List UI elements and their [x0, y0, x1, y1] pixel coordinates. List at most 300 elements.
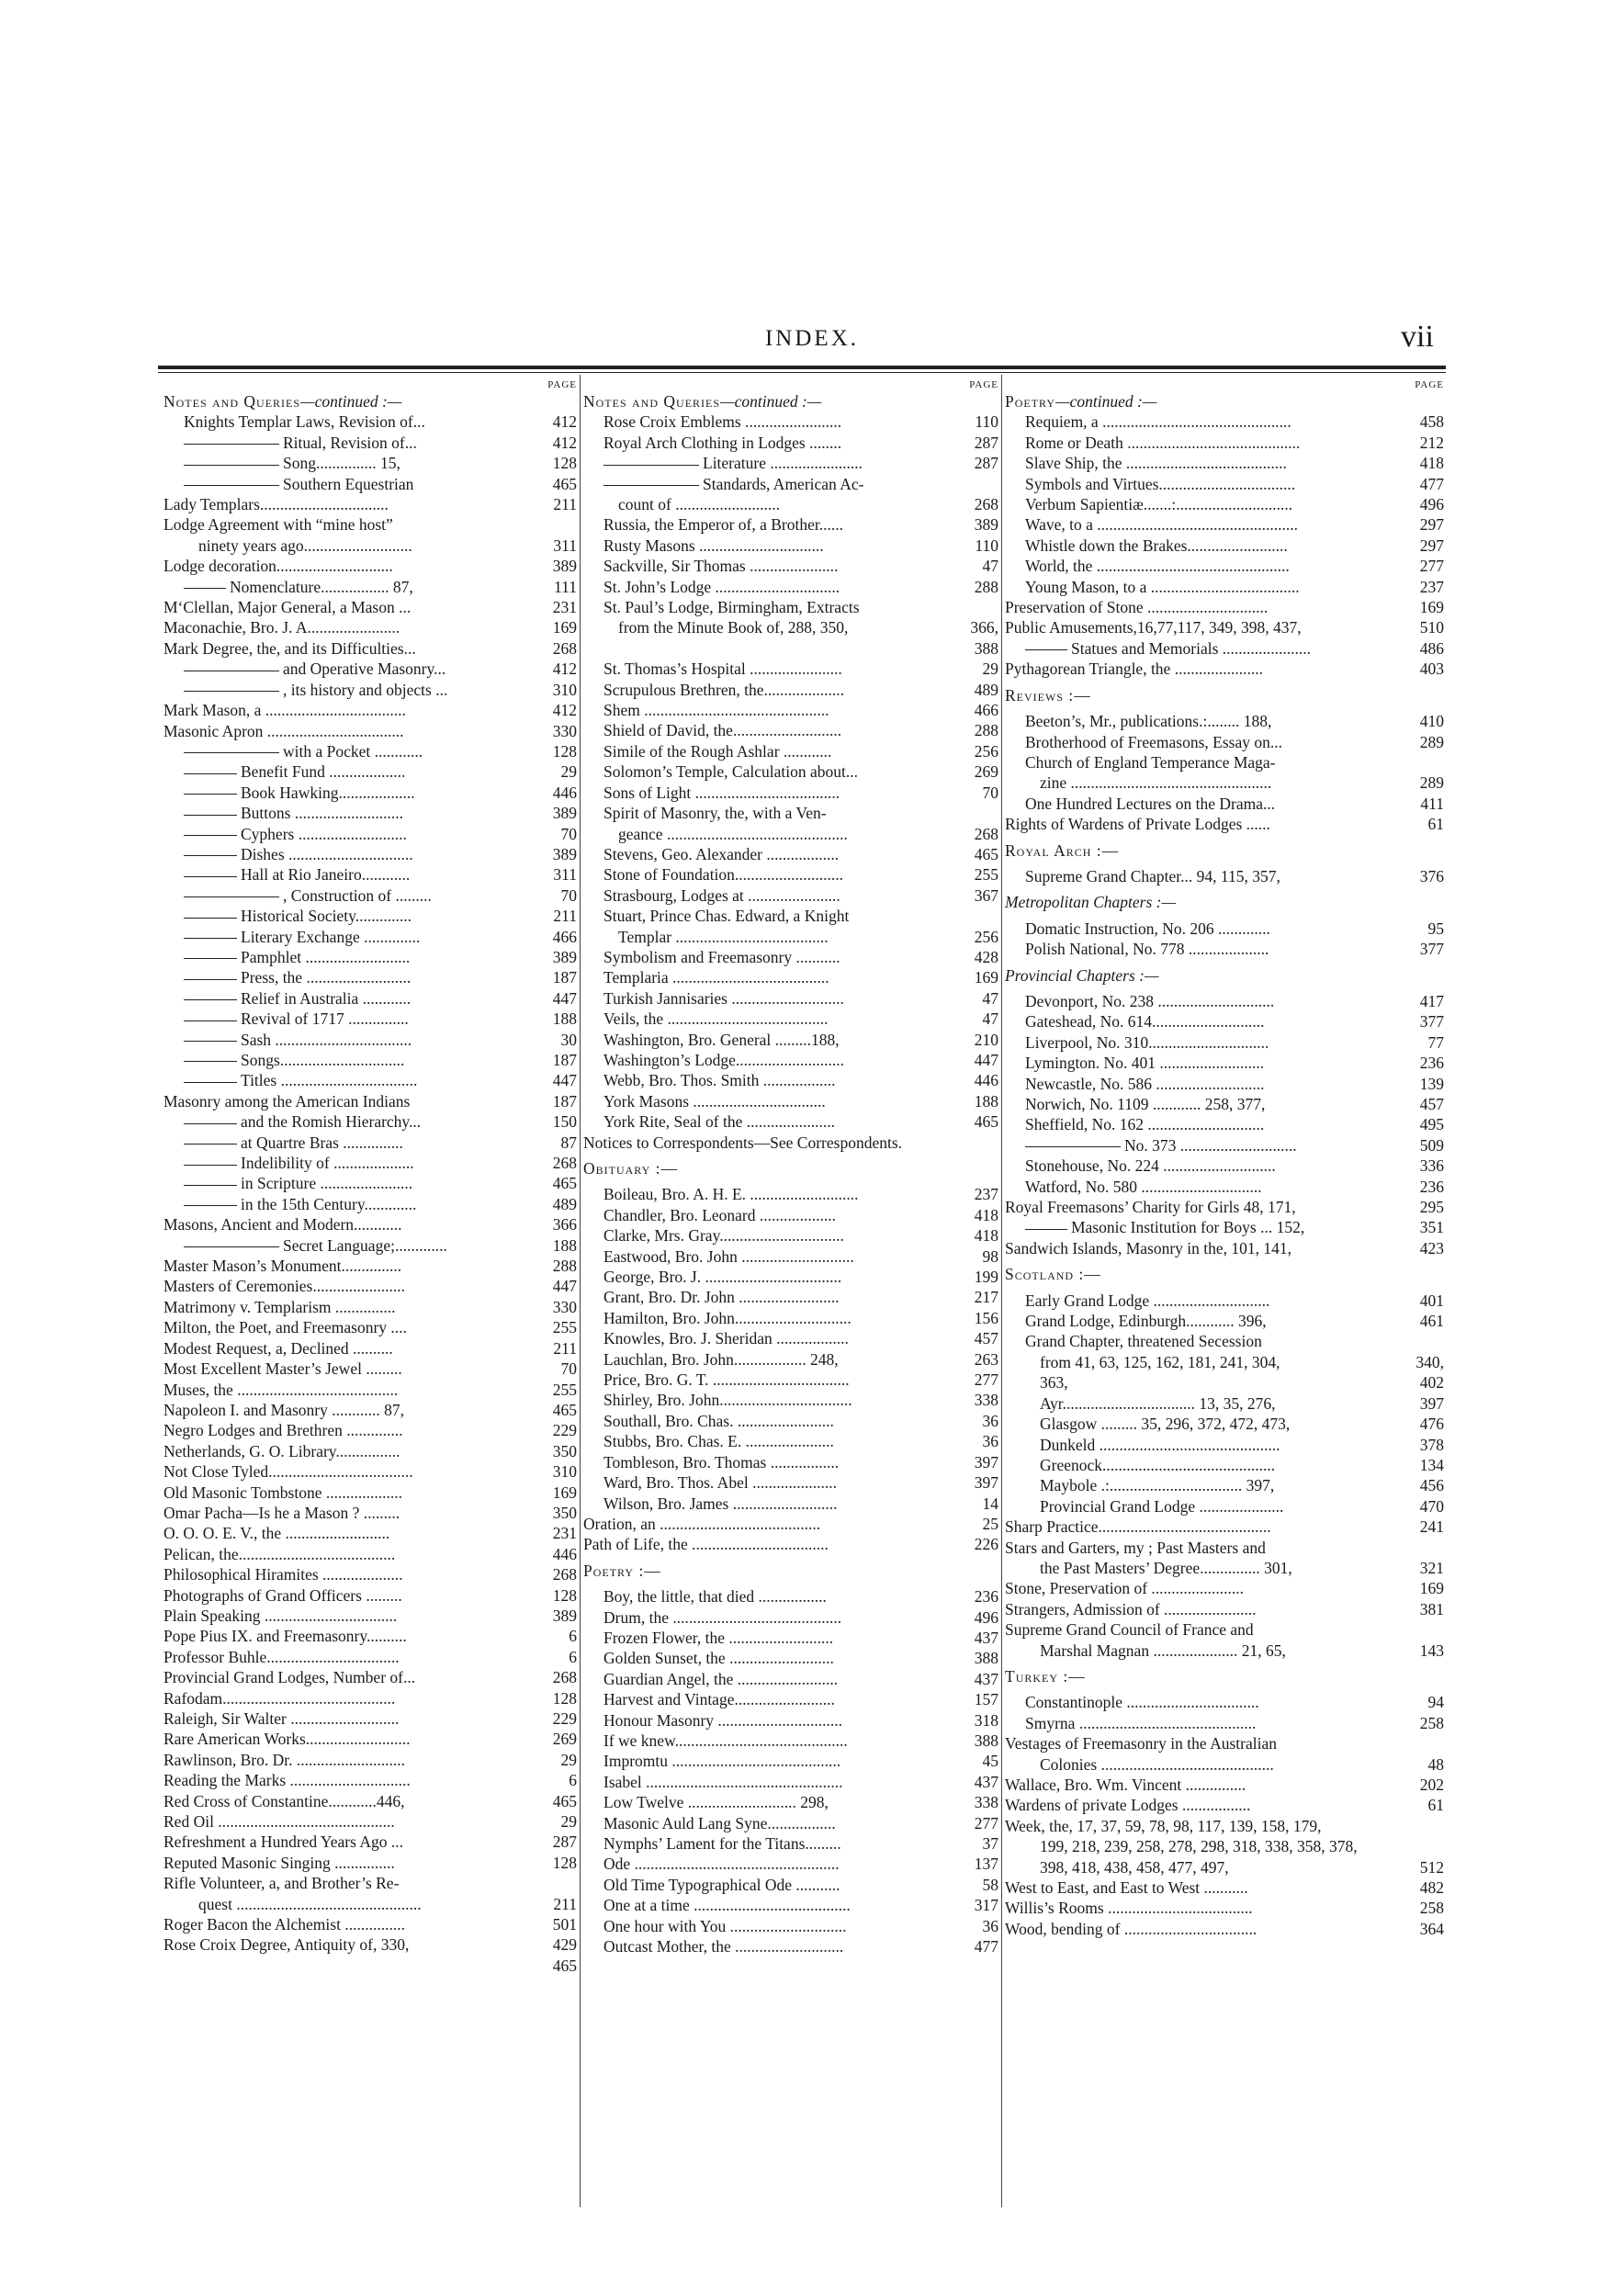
entry-label — [583, 761, 998, 782]
entry-page: 77 — [1426, 1032, 1445, 1053]
entry-page: 47 — [980, 556, 999, 576]
index-entry — [1005, 1011, 1444, 1032]
subsection-heading-text: Metropolitan Chapters :— — [1005, 893, 1177, 912]
entry-label — [1005, 1053, 1444, 1073]
entry-page: 397 — [972, 1472, 998, 1493]
index-entry — [1005, 474, 1444, 494]
entry-text: Veils, the ........................................ — [603, 1009, 829, 1029]
entry-label — [164, 597, 577, 617]
entry-text: Solomon’s Temple, Calculation about... — [603, 762, 858, 782]
entry-label — [583, 803, 998, 823]
index-entry — [583, 1586, 998, 1607]
index-entry — [1005, 1692, 1444, 1712]
entry-text: Milton, the Poet, and Freemasonry .... — [164, 1318, 407, 1337]
entry-label — [1005, 1435, 1444, 1455]
entry-text: Rare American Works.......................... — [164, 1730, 411, 1749]
entry-page: 255 — [972, 864, 998, 885]
index-entry — [164, 1441, 577, 1461]
index-entry — [1005, 1455, 1444, 1475]
entry-label — [583, 556, 998, 576]
index-entry — [164, 597, 577, 617]
entry-label — [164, 1133, 577, 1153]
entry-text: Outcast Mother, the ........................... — [603, 1937, 844, 1956]
index-entry — [583, 1494, 998, 1514]
entry-label — [164, 1338, 577, 1359]
entry-label — [583, 885, 998, 906]
entry-page: 202 — [1417, 1775, 1444, 1795]
entry-text: Rawlinson, Bro. Dr. ........................... — [164, 1750, 405, 1769]
entry-label — [583, 1514, 998, 1534]
entry-page: 211 — [550, 906, 577, 926]
entry-text: Sharp Practice........................................... — [1005, 1517, 1271, 1537]
entry-page: 495 — [1417, 1114, 1444, 1134]
entry-page: 61 — [1426, 814, 1445, 834]
index-entry — [164, 680, 577, 700]
index-entry — [583, 1246, 998, 1267]
index-entry — [164, 1009, 577, 1029]
entry-page: 397 — [972, 1452, 998, 1472]
entry-label — [583, 1813, 998, 1833]
entry-page: 465 — [550, 1791, 577, 1811]
entry-page: 6 — [566, 1770, 577, 1790]
index-column-1 — [164, 379, 577, 1976]
entry-text: Statues and Memorials ...................... — [1071, 638, 1312, 658]
entry-label — [583, 1895, 998, 1915]
entry-label — [583, 1009, 998, 1029]
index-entry — [1005, 1898, 1444, 1918]
index-entry — [583, 1472, 998, 1493]
entry-text: Dunkeld ............................................. — [1040, 1435, 1280, 1454]
index-entry — [1005, 1352, 1444, 1372]
entry-page: 211 — [550, 494, 577, 514]
entry-label — [164, 1914, 577, 1934]
entry-text: Old Masonic Tombstone ................... — [164, 1483, 402, 1502]
index-entry — [164, 659, 577, 679]
entry-label — [1005, 474, 1444, 494]
index-entry — [1005, 1733, 1444, 1753]
entry-dash — [1025, 649, 1067, 650]
entry-page: 137 — [972, 1854, 998, 1874]
entry-page: 277 — [1417, 556, 1444, 576]
entry-label — [583, 1205, 998, 1225]
entry-label — [583, 844, 998, 864]
entry-label — [164, 1770, 577, 1790]
entry-label — [164, 1873, 577, 1893]
index-entry — [583, 1205, 998, 1225]
entry-text: Lauchlan, Bro. John.................. 248, — [603, 1349, 839, 1369]
entry-page: 211 — [550, 1894, 577, 1914]
entry-text: One Hundred Lectures on the Drama... — [1025, 794, 1276, 813]
entry-page: 437 — [972, 1772, 998, 1792]
index-entry — [1005, 433, 1444, 453]
index-entry — [1005, 1775, 1444, 1795]
entry-label — [583, 1370, 998, 1390]
entry-page: 388 — [972, 1731, 998, 1751]
index-entry — [583, 1792, 998, 1812]
entry-text: Low Twelve ........................... 298, — [603, 1793, 829, 1812]
entry-text: Royal Arch Clothing in Lodges ........ — [603, 433, 842, 452]
entry-page: 29 — [558, 1750, 578, 1770]
entry-label — [583, 1184, 998, 1204]
index-entry — [164, 1276, 577, 1296]
index-entry — [164, 1380, 577, 1400]
entry-label — [1005, 772, 1444, 793]
index-entry — [583, 844, 998, 864]
index-entry — [1005, 1836, 1444, 1856]
entry-dash — [184, 835, 237, 836]
entry-label — [1005, 1795, 1444, 1815]
entry-text: Wave, to a .................................................. — [1025, 515, 1299, 535]
index-entry — [164, 864, 577, 885]
entry-page: 401 — [1417, 1291, 1444, 1311]
entry-page: 389 — [550, 803, 577, 823]
index-entry — [1005, 1311, 1444, 1331]
entry-text: Photographs of Grand Officers ......... — [164, 1585, 402, 1605]
entry-dash — [184, 485, 279, 486]
entry-page: 143 — [1417, 1641, 1444, 1661]
entry-text: Smyrna ............................................ — [1025, 1713, 1257, 1732]
entry-text: Lady Templars................................ — [164, 495, 389, 514]
entry-text: from the Minute Book of, 288, 350, — [618, 618, 849, 637]
index-entry — [583, 1772, 998, 1792]
entry-label — [164, 1894, 577, 1914]
entry-text: Buttons ........................... — [241, 804, 403, 823]
index-entry — [164, 700, 577, 720]
entry-label — [164, 1688, 577, 1708]
entry-text: Omar Pacha—Is he a Mason ? ......... — [164, 1503, 400, 1522]
entry-page: 236 — [1417, 1177, 1444, 1197]
entry-label — [583, 700, 998, 720]
entry-label — [583, 1628, 998, 1648]
entry-label — [583, 1030, 998, 1050]
entry-page: 381 — [1417, 1599, 1444, 1619]
entry-page: 128 — [550, 1853, 577, 1873]
entry-page: 388 — [972, 638, 998, 659]
entry-label — [1005, 919, 1444, 939]
entry-text: Symbolism and Freemasonry ........... — [603, 947, 840, 966]
entry-label — [583, 474, 998, 494]
entry-page: 169 — [1417, 1578, 1444, 1598]
entry-text: Revival of 1717 ............... — [241, 1009, 409, 1029]
index-entry — [583, 1009, 998, 1029]
entry-page: 263 — [972, 1349, 998, 1370]
entry-page: 412 — [550, 659, 577, 679]
entry-text: Stubbs, Bro. Chas. E. ...................... — [603, 1432, 834, 1451]
entry-label — [164, 474, 577, 494]
index-entry — [583, 1328, 998, 1348]
entry-label — [1005, 814, 1444, 834]
index-entry — [164, 1811, 577, 1832]
entry-label — [583, 1050, 998, 1070]
entry-page: 465 — [972, 844, 998, 864]
entry-page: 366 — [550, 1214, 577, 1235]
entry-label — [1005, 1517, 1444, 1537]
entry-label — [583, 1731, 998, 1751]
entry-page: 437 — [972, 1628, 998, 1648]
entry-label — [583, 927, 998, 947]
index-column-2 — [583, 379, 998, 1956]
index-entry — [1005, 1857, 1444, 1877]
entry-label — [583, 536, 998, 556]
entry-page: 30 — [558, 1030, 578, 1050]
index-entry — [1005, 1291, 1444, 1311]
entry-label — [583, 433, 998, 453]
entry-page: 217 — [972, 1287, 998, 1307]
entry-text: Clarke, Mrs. Gray............................... — [603, 1226, 844, 1246]
section-continued: —continued :— — [1055, 392, 1157, 411]
entry-page: 297 — [1417, 514, 1444, 535]
entry-text: Grand Chapter, threatened Secession — [1025, 1332, 1262, 1351]
index-entry — [164, 1235, 577, 1256]
index-entry — [164, 1667, 577, 1687]
entry-page: 465 — [550, 1173, 577, 1193]
entry-page: 338 — [972, 1792, 998, 1812]
index-entry — [583, 1390, 998, 1410]
index-entry — [164, 474, 577, 494]
index-entry — [164, 1791, 577, 1811]
entry-page: 366, — [967, 617, 998, 637]
index-entry — [583, 577, 998, 597]
entry-dash — [184, 1061, 237, 1062]
entry-label — [164, 1359, 577, 1379]
entry-label — [1005, 1775, 1444, 1795]
entry-label — [164, 1667, 577, 1687]
entry-text: geance ............................................. — [618, 824, 848, 843]
index-entry — [164, 1483, 577, 1503]
entry-label — [1005, 1011, 1444, 1032]
entry-text: Liverpool, No. 310.............................. — [1025, 1032, 1269, 1052]
index-entry — [1005, 659, 1444, 679]
page-column-label: PAGE — [969, 379, 998, 390]
index-entry — [583, 1514, 998, 1534]
entry-label — [1005, 494, 1444, 514]
entry-page: 237 — [1417, 577, 1444, 597]
entry-text: , Construction of ......... — [283, 885, 432, 905]
entry-text: with a Pocket ............ — [283, 741, 423, 761]
entry-label — [583, 597, 998, 617]
index-entry — [583, 824, 998, 844]
entry-dash — [1025, 1146, 1121, 1147]
entry-label — [583, 1246, 998, 1267]
entry-label — [1005, 1177, 1444, 1197]
entry-text: Netherlands, G. O. Library................ — [164, 1441, 400, 1460]
index-entry — [583, 967, 998, 987]
index-entry — [583, 1833, 998, 1854]
index-entry — [583, 1225, 998, 1246]
entry-text: Pamphlet .......................... — [241, 947, 411, 966]
index-entry — [583, 514, 998, 535]
entry-page: 389 — [550, 556, 577, 576]
entry-label — [583, 783, 998, 803]
entry-label — [164, 1441, 577, 1461]
entry-text: Spirit of Masonry, the, with a Ven- — [603, 804, 827, 823]
entry-label — [583, 824, 998, 844]
index-entry — [164, 514, 577, 535]
entry-page: 70 — [558, 824, 578, 844]
entry-text: and the Romish Hierarchy... — [241, 1112, 422, 1132]
entry-label — [1005, 732, 1444, 752]
column-divider — [580, 375, 581, 2207]
entry-text: Southall, Bro. Chas. ........................ — [603, 1411, 834, 1430]
entry-text: Literature ....................... — [703, 454, 863, 473]
entry-label — [164, 556, 577, 576]
entry-label — [583, 741, 998, 761]
entry-label — [1005, 453, 1444, 473]
entry-page: 338 — [972, 1390, 998, 1410]
entry-text: Grant, Bro. Dr. John ......................... — [603, 1288, 840, 1307]
index-entry — [1005, 412, 1444, 432]
entry-label — [583, 1792, 998, 1812]
entry-label — [164, 988, 577, 1009]
entry-text: Domatic Instruction, No. 206 ............. — [1025, 919, 1270, 938]
index-entry — [1005, 1217, 1444, 1237]
entry-text: Lodge decoration............................. — [164, 557, 393, 576]
entry-label — [164, 1297, 577, 1317]
entry-dash — [184, 918, 237, 919]
entry-dash — [184, 938, 237, 939]
index-entry — [164, 844, 577, 864]
entry-page: 187 — [550, 967, 577, 987]
entry-page: 318 — [972, 1710, 998, 1731]
entry-text: Oration, an ........................................ — [583, 1514, 821, 1533]
entry-page: 310 — [550, 1461, 577, 1482]
index-entry — [1005, 772, 1444, 793]
entry-text: Boy, the little, that died ................. — [603, 1587, 827, 1607]
index-entry — [583, 1534, 998, 1554]
entry-dash — [184, 1205, 237, 1206]
entry-page: 428 — [972, 947, 998, 967]
entry-dash — [184, 896, 279, 897]
entry-page: 377 — [1417, 1011, 1444, 1032]
entry-page: 268 — [972, 824, 998, 844]
entry-label — [1005, 1692, 1444, 1712]
entry-text: Hamilton, Bro. John............................. — [603, 1308, 851, 1327]
entry-label — [164, 1750, 577, 1770]
index-entry — [164, 1832, 577, 1852]
entry-dash — [184, 1185, 237, 1186]
entry-page: 128 — [550, 1585, 577, 1606]
entry-page: 512 — [1417, 1857, 1444, 1877]
entry-label — [583, 1875, 998, 1895]
entry-text: Southern Equestrian — [283, 474, 414, 493]
entry-text: Path of Life, the .................................. — [583, 1535, 829, 1554]
entry-label — [164, 659, 577, 679]
entry-label — [164, 536, 577, 556]
entry-text: Turkish Jannisaries ............................ — [603, 988, 844, 1008]
entry-label — [583, 1349, 998, 1370]
entry-page: 457 — [1417, 1094, 1444, 1114]
index-entry — [164, 1606, 577, 1626]
index-entry — [583, 1184, 998, 1204]
entry-page: 258 — [1417, 1713, 1444, 1733]
index-entry — [1005, 1372, 1444, 1393]
entry-text: Ritual, Revision of... — [283, 433, 417, 452]
index-entry — [583, 1091, 998, 1111]
index-entry — [583, 1648, 998, 1668]
entry-text: Mark Mason, a ................................... — [164, 701, 406, 720]
entry-text: Shirley, Bro. John................................. — [603, 1391, 852, 1410]
entry-label — [164, 906, 577, 926]
entry-text: Webb, Bro. Thos. Smith .................. — [603, 1071, 836, 1090]
index-entry — [1005, 1074, 1444, 1094]
entry-page: 157 — [972, 1689, 998, 1709]
entry-label — [164, 617, 577, 637]
entry-label — [583, 1534, 998, 1554]
entry-text: Pope Pius IX. and Freemasonry.......... — [164, 1627, 407, 1646]
entry-label — [1005, 1538, 1444, 1558]
index-entry — [583, 906, 998, 926]
index-entry — [583, 412, 998, 432]
entry-label — [164, 514, 577, 535]
entry-text: Stonehouse, No. 224 ............................ — [1025, 1156, 1276, 1176]
index-entry — [164, 1297, 577, 1317]
entry-label — [164, 927, 577, 947]
entry-page: 465 — [550, 1400, 577, 1420]
entry-page: 423 — [1417, 1238, 1444, 1258]
index-entry — [164, 1359, 577, 1379]
entry-page: 288 — [972, 720, 998, 740]
entry-label — [164, 1256, 577, 1276]
entry-page: 477 — [972, 1936, 998, 1956]
entry-page: 501 — [550, 1914, 577, 1934]
entry-page: 447 — [550, 988, 577, 1009]
entry-label — [583, 1772, 998, 1792]
entry-page: 389 — [550, 947, 577, 967]
index-entry — [1005, 597, 1444, 617]
index-entry — [1005, 1877, 1444, 1898]
entry-text: Price, Bro. G. T. .................................. — [603, 1370, 850, 1390]
column-divider — [1001, 375, 1002, 2207]
entry-text: Masons, Ancient and Modern............ — [164, 1215, 402, 1235]
entry-label — [583, 412, 998, 432]
entry-label — [583, 1833, 998, 1854]
entry-page: 58 — [980, 1875, 999, 1895]
entry-label — [583, 1328, 998, 1348]
entry-page: 139 — [1417, 1074, 1444, 1094]
index-entry — [1005, 1094, 1444, 1114]
entry-text: If we knew........................................... — [603, 1731, 848, 1750]
entry-page: 458 — [1417, 412, 1444, 432]
index-entry — [1005, 1713, 1444, 1733]
entry-page: 269 — [972, 761, 998, 782]
entry-text: Preservation of Stone .............................. — [1005, 598, 1269, 617]
entry-page: 447 — [550, 1276, 577, 1296]
index-entry — [583, 1875, 998, 1895]
entry-label — [583, 680, 998, 700]
entry-label — [164, 1811, 577, 1832]
entry-label — [1005, 1475, 1444, 1495]
index-entry — [583, 1895, 998, 1915]
entry-page: 255 — [550, 1317, 577, 1337]
entry-label — [164, 1050, 577, 1070]
entry-text: Songs............................... — [241, 1051, 405, 1069]
index-entry — [1005, 794, 1444, 814]
entry-text: Sons of Light .................................... — [603, 783, 840, 802]
entry-text: No. 373 ............................. — [1124, 1135, 1297, 1155]
index-entry — [1005, 939, 1444, 959]
entry-label — [583, 659, 998, 679]
entry-text: from 41, 63, 125, 162, 181, 241, 304, — [1040, 1352, 1280, 1371]
index-column-3 — [1005, 379, 1444, 1939]
entry-page: 477 — [1417, 474, 1444, 494]
entry-label — [164, 1091, 577, 1111]
entry-label — [1005, 617, 1444, 637]
section-heading: Poetry :— — [583, 1561, 661, 1580]
entry-page: 295 — [1417, 1197, 1444, 1217]
index-entry — [164, 1070, 577, 1090]
entry-page: 29 — [558, 1811, 578, 1832]
entry-label — [1005, 1496, 1444, 1517]
